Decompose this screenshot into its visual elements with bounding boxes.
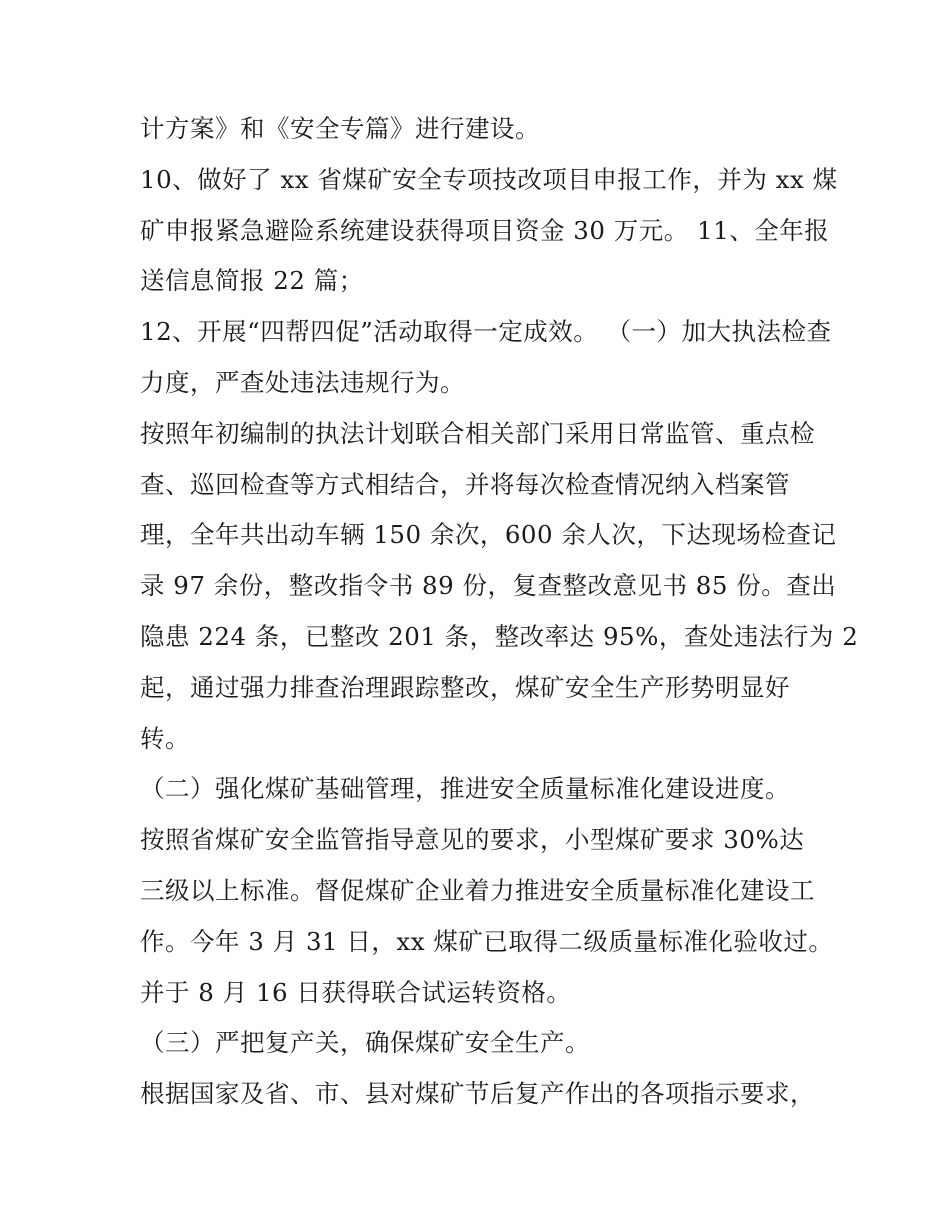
text-line: 查、巡回检查等方式相结合，并将每次检查情况纳入档案管 xyxy=(140,469,790,499)
text-line: （二）强化煤矿基础管理，推进安全质量标准化建设进度。 xyxy=(140,774,790,804)
text-line: 矿申报紧急避险系统建设获得项目资金 30 万元。 11、全年报 xyxy=(140,215,830,245)
text-line: 作。今年 3 月 31 日，xx 煤矿已取得二级质量标准化验收过。 xyxy=(140,926,834,956)
text-line: 根据国家及省、市、县对煤矿节后复产作出的各项指示要求， xyxy=(140,1079,815,1109)
text-line: 按照年初编制的执法计划联合相关部门采用日常监管、重点检 xyxy=(140,418,815,448)
text-line: 起，通过强力排查治理跟踪整改，煤矿安全生产形势明显好 xyxy=(140,672,790,702)
document-body xyxy=(140,104,859,1120)
text-line: 送信息简报 22 篇； xyxy=(140,266,364,296)
text-line: 理，全年共出动车辆 150 余次，600 余人次，下达现场检查记 xyxy=(140,520,837,550)
text-line: （三）严把复产关，确保煤矿安全生产。 xyxy=(140,1028,590,1058)
text-line: 并于 8 月 16 日获得联合试运转资格。 xyxy=(140,977,572,1007)
text-line: 计方案》和《安全专篇》进行建设。 xyxy=(140,114,540,143)
text-line: 三级以上标准。督促煤矿企业着力推进安全质量标准化建设工 xyxy=(140,875,815,905)
text-line: 隐患 224 条，已整改 201 条，整改率达 95%，查处违法行为 2 xyxy=(140,621,859,651)
text-line: 转。 xyxy=(140,723,190,753)
text-line: 按照省煤矿安全监管指导意见的要求，小型煤矿要求 30%达 xyxy=(140,825,805,855)
text-line: 10、做好了 xx 省煤矿安全专项技改项目申报工作，并为 xx 煤 xyxy=(140,164,838,194)
text-line: 录 97 余份，整改指令书 89 份，复查整改意见书 85 份。查出 xyxy=(140,571,837,601)
text-line: 力度，严查处违法违规行为。 xyxy=(140,367,465,397)
text-line: 12、开展“四帮四促”活动取得一定成效。 （一）加大执法检查 xyxy=(140,317,832,347)
